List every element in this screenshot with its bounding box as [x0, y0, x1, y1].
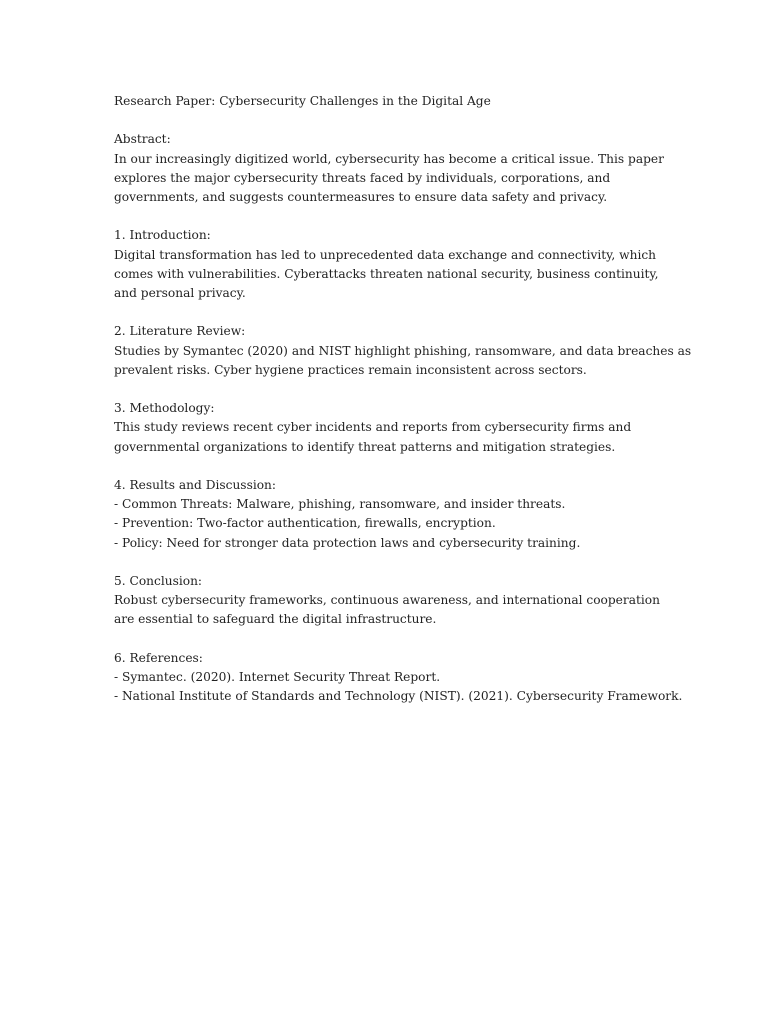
- introduction-line: and personal privacy.: [114, 286, 246, 300]
- abstract-line: In our increasingly digitized world, cybersecurity has become a critical issue. This paper: [114, 151, 664, 166]
- document-title: Research Paper: Cybersecurity Challenges in the Digital Age: [114, 94, 491, 108]
- abstract-line: explores the major cybersecurity threats faced by individuals, corporations, and: [114, 170, 611, 185]
- document-page: [114, 92, 692, 726]
- conclusion-line: are essential to safeguard the digital infrastructure.: [114, 612, 437, 627]
- results-list-item: - Policy: Need for stronger data protection laws and cybersecurity training.: [114, 535, 581, 550]
- abstract-section: [114, 130, 674, 207]
- literature-review-heading: 2. Literature Review:: [114, 324, 246, 339]
- introduction-line: Digital transformation has led to unprecedented data exchange and connectivity, which: [114, 247, 657, 262]
- reference-item: - National Institute of Standards and Technology (NIST). (2021). Cybersecurity Framework.: [114, 689, 683, 704]
- results-heading: 4. Results and Discussion:: [114, 477, 277, 492]
- methodology-line: This study reviews recent cyber incidents and reports from cybersecurity firms and: [114, 420, 632, 435]
- reference-item: - Symantec. (2020). Internet Security Threat Report.: [114, 669, 441, 684]
- literature-review-line: Studies by Symantec (2020) and NIST highlight phishing, ransomware, and data breaches as: [114, 343, 692, 358]
- results-section: [114, 476, 674, 553]
- conclusion-section: [114, 572, 674, 630]
- abstract-line: governments, and suggests countermeasures to ensure data safety and privacy.: [114, 190, 608, 204]
- literature-review-line: prevalent risks. Cyber hygiene practices remain inconsistent across sectors.: [114, 362, 587, 377]
- introduction-section: [114, 226, 674, 303]
- methodology-section: [114, 399, 674, 457]
- conclusion-line: Robust cybersecurity frameworks, continuous awareness, and international cooperation: [114, 593, 660, 608]
- introduction-heading: 1. Introduction:: [114, 228, 211, 243]
- references-heading: 6. References:: [114, 650, 203, 665]
- conclusion-heading: 5. Conclusion:: [114, 573, 203, 588]
- introduction-line: comes with vulnerabilities. Cyberattacks threaten national security, business continuity,: [114, 266, 659, 281]
- results-list-item: - Common Threats: Malware, phishing, ransomware, and insider threats.: [114, 497, 566, 512]
- abstract-heading: Abstract:: [114, 132, 171, 147]
- title-block: [114, 92, 674, 111]
- references-section: [114, 649, 683, 707]
- literature-review-section: [114, 322, 692, 380]
- methodology-heading: 3. Methodology:: [114, 401, 215, 416]
- methodology-line: governmental organizations to identify threat patterns and mitigation strategies.: [114, 439, 616, 454]
- results-list-item: - Prevention: Two-factor authentication, firewalls, encryption.: [114, 516, 496, 531]
